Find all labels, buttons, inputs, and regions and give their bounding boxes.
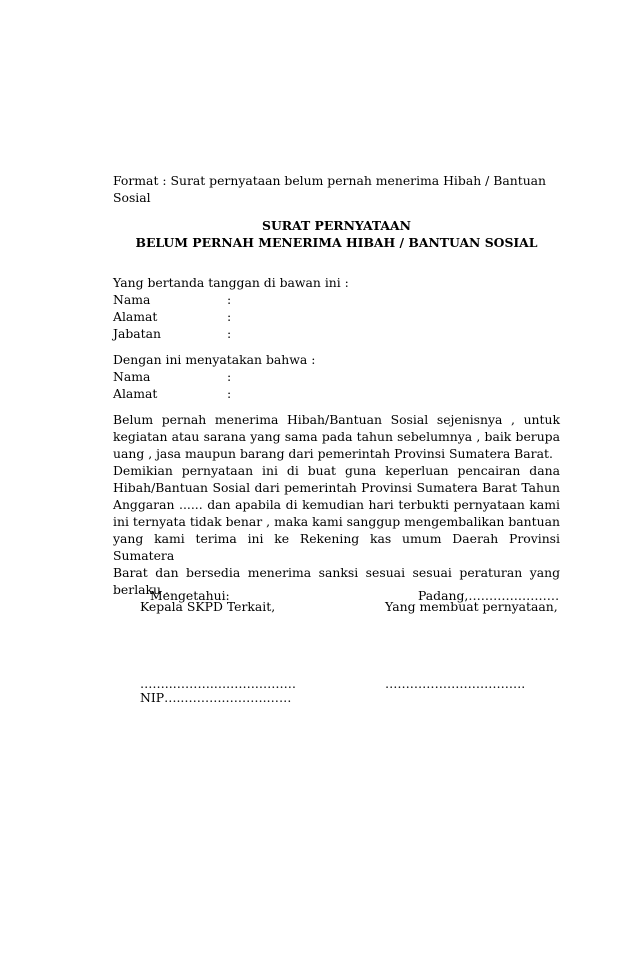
field-colon: : (227, 386, 232, 401)
field-label-alamat: Alamat (113, 386, 158, 401)
format-line-1: Format : Surat pernyataan belum pernah menerima Hibah / Bantuan (113, 173, 547, 188)
sign-right-role: Yang membuat pernyataan, (385, 599, 558, 614)
field-colon: : (227, 369, 232, 384)
signer-intro: Yang bertanda tanggan di bawan ini : (113, 275, 349, 290)
field-label-alamat: Alamat (113, 309, 158, 324)
field-colon: : (227, 292, 232, 307)
body-line: Belum pernah menerima Hibah/Bantuan Sosial sejenisnya , untuk (113, 412, 560, 427)
title-line-2: BELUM PERNAH MENERIMA HIBAH / BANTUAN SOSIAL (135, 235, 538, 250)
statement-intro: Dengan ini menyatakan bahwa : (113, 352, 316, 367)
title-line-1: SURAT PERNYATAAN (262, 218, 411, 233)
body-line: kegiatan atau sarana yang sama pada tahun sebelumnya , baik berupa (113, 429, 560, 444)
body-line: yang kami terima ini ke Rekening kas umum Daerah Provinsi Sumatera (113, 531, 560, 563)
field-colon: : (227, 309, 232, 324)
field-label-nama: Nama (113, 369, 151, 384)
body-line: Barat dan bersedia menerima sanksi sesuai sesuai peraturan yang (113, 565, 560, 580)
sign-left-name-line: ……..……….….…….……… (140, 676, 296, 691)
sign-right-name-line: ……………………………. (385, 676, 526, 691)
body-line: Hibah/Bantuan Sosial dari pemerintah Provinsi Sumatera Barat Tahun (113, 480, 560, 495)
sign-left-nip: NIP…..……….……….…… (140, 690, 292, 705)
body-line: uang , jasa maupun barang dari pemerintah Provinsi Sumatera Barat. (113, 446, 553, 461)
body-line: Anggaran ...... dan apabila di kemudian hari terbukti pernyataan kami (113, 497, 560, 512)
body-line: berlaku . (113, 582, 169, 597)
body-line: Demikian pernyataan ini di buat guna keperluan pencairan dana (113, 463, 560, 478)
sign-left-heading: Mengetahui: (150, 588, 230, 603)
field-label-jabatan: Jabatan (113, 326, 162, 341)
field-label-nama: Nama (113, 292, 151, 307)
field-colon: : (227, 326, 232, 341)
sign-right-place-date: Padang,…………………. (418, 588, 560, 603)
body-line: ini ternyata tidak benar , maka kami sanggup mengembalikan bantuan (113, 514, 560, 529)
format-line-2: Sosial (113, 190, 151, 205)
sign-left-role: Kepala SKPD Terkait, (140, 599, 276, 614)
statement-body (113, 411, 560, 598)
